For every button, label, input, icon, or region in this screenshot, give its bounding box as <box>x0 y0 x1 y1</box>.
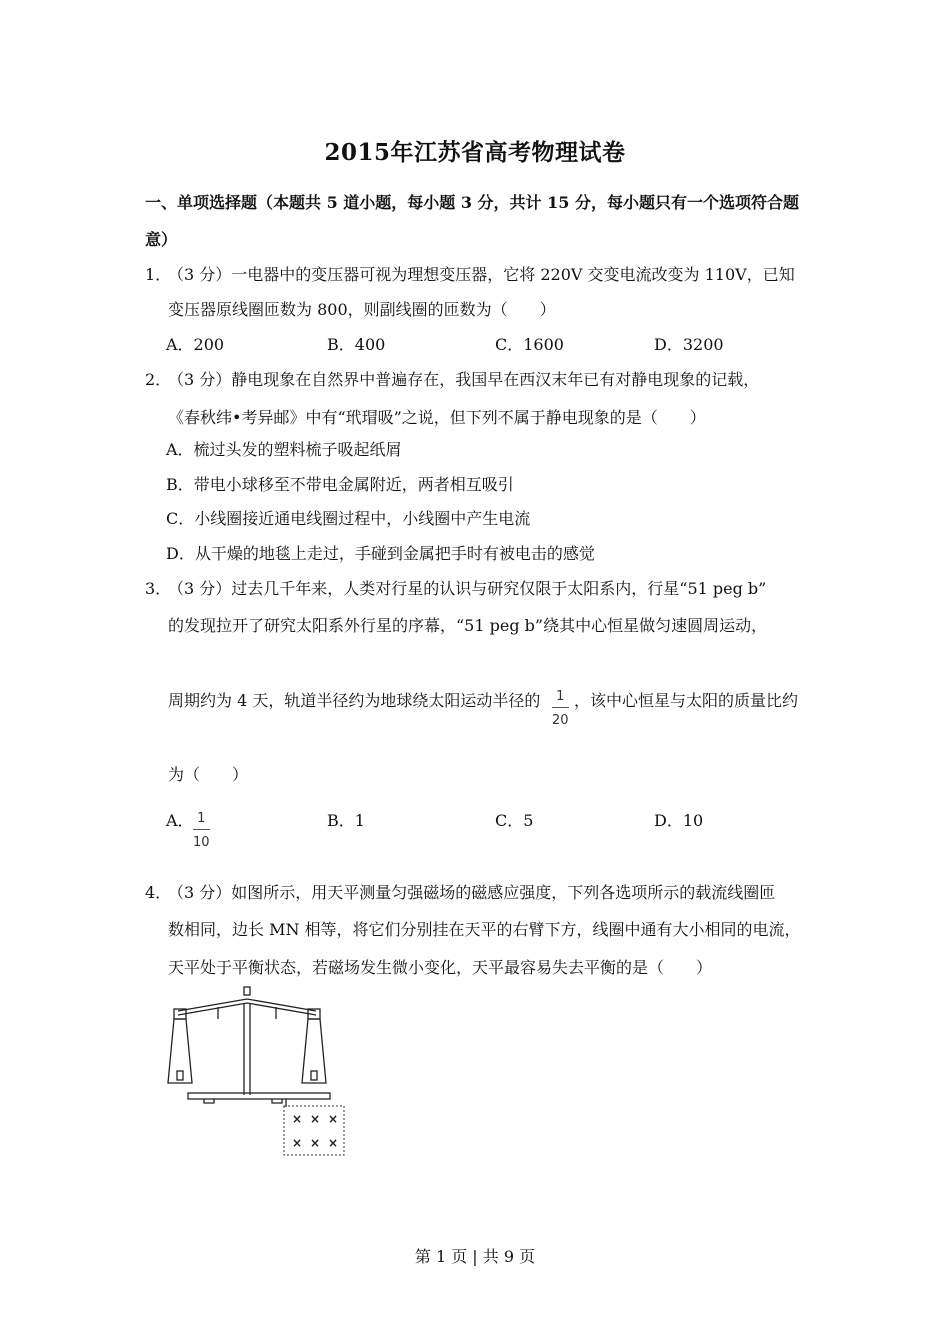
option-a: A．梳过头发的塑料梳子吸起纸屑 <box>166 440 402 459</box>
option-d: D．从干燥的地毯上走过，手碰到金属把手时有被电击的感觉 <box>166 544 595 563</box>
option-b: B．400 <box>327 335 386 354</box>
field-into-page-icon: × <box>327 1136 339 1150</box>
question-text: （3 分）如图所示，用天平测量匀强磁场的磁感应强度，下列各选项所示的载流线圈匝 <box>168 883 776 902</box>
section-heading-line2: 意） <box>145 230 178 249</box>
question-number: 4． <box>145 883 172 902</box>
question-text: （3 分）过去几千年来，人类对行星的认识与研究仅限于太阳系内，行星“51 peg b” <box>168 579 767 598</box>
option-c: C．小线圈接近通电线圈过程中，小线圈中产生电流 <box>166 509 531 528</box>
central-post <box>244 1003 250 1095</box>
option-b: B．1 <box>327 811 365 830</box>
beam-lower <box>178 1003 316 1015</box>
right-weight <box>311 1071 317 1080</box>
left-weight <box>177 1071 183 1080</box>
question-text: 变压器原线圈匝数为 800，则副线圈的匝数为（ ） <box>168 300 556 319</box>
question-text: 天平处于平衡状态，若磁场发生微小变化，天平最容易失去平衡的是（ ） <box>168 958 713 977</box>
question-text: （3 分）一电器中的变压器可视为理想变压器，它将 220V 交变电流改变为 110V，已知 <box>168 265 795 284</box>
option-b: B．带电小球移至不带电金属附近，两者相互吸引 <box>166 475 514 494</box>
option-c: C．5 <box>495 811 534 830</box>
balance-base <box>188 1093 330 1099</box>
page-title: 2015年江苏省高考物理试卷 <box>324 139 626 166</box>
option-d: D．3200 <box>654 335 724 354</box>
question-text: 《春秋纬•考异邮》中有“玳瑁吸”之说，但下列不属于静电现象的是（ ） <box>168 408 706 427</box>
fraction-denominator: 20 <box>552 713 569 728</box>
field-into-page-icon: × <box>291 1136 303 1150</box>
question-text: 周期约为 4 天，轨道半径约为地球绕太阳运动半径的 <box>168 691 541 710</box>
option-a: A．200 <box>166 335 225 354</box>
field-into-page-icon: × <box>291 1112 303 1126</box>
fraction-denominator: 10 <box>193 835 210 850</box>
beam-upper <box>178 999 316 1011</box>
pivot-knob <box>244 987 250 995</box>
field-into-page-icon: × <box>309 1112 321 1126</box>
field-into-page-icon: × <box>327 1112 339 1126</box>
fraction-one-twentieth <box>552 690 569 727</box>
left-pan <box>168 1019 192 1083</box>
question-number: 2． <box>145 370 172 389</box>
question-number: 1． <box>145 265 172 284</box>
fraction-one-tenth <box>193 812 210 849</box>
option-a: A． <box>166 811 194 830</box>
field-into-page-icon: × <box>309 1136 321 1150</box>
right-pan <box>302 1019 326 1083</box>
question-text: 的发现拉开了研究太阳系外行星的序幕，“51 peg b”绕其中心恒星做匀速圆周运动， <box>168 616 768 635</box>
question-text: （3 分）静电现象在自然界中普遍存在，我国早在西汉末年已有对静电现象的记载， <box>168 370 760 389</box>
question-number: 3． <box>145 579 172 598</box>
section-heading-line1: 一、单项选择题（本题共 5 道小题，每小题 3 分，共计 15 分，每小题只有一个选项符合题 <box>145 193 799 212</box>
fraction-numerator: 1 <box>197 811 206 826</box>
page-footer: 第 1 页 | 共 9 页 <box>414 1247 536 1266</box>
beam-pins <box>218 1007 276 1019</box>
question-text: 数相同，边长 MN 相等，将它们分别挂在天平的右臂下方，线圈中通有大小相同的电流， <box>168 920 801 939</box>
balance-diagram <box>160 985 360 1160</box>
question-text: ，该中心恒星与太阳的质量比约 <box>574 691 799 710</box>
option-c: C．1600 <box>495 335 564 354</box>
option-d: D．10 <box>654 811 704 830</box>
fraction-numerator: 1 <box>556 689 565 704</box>
question-text: 为（ ） <box>168 765 249 784</box>
